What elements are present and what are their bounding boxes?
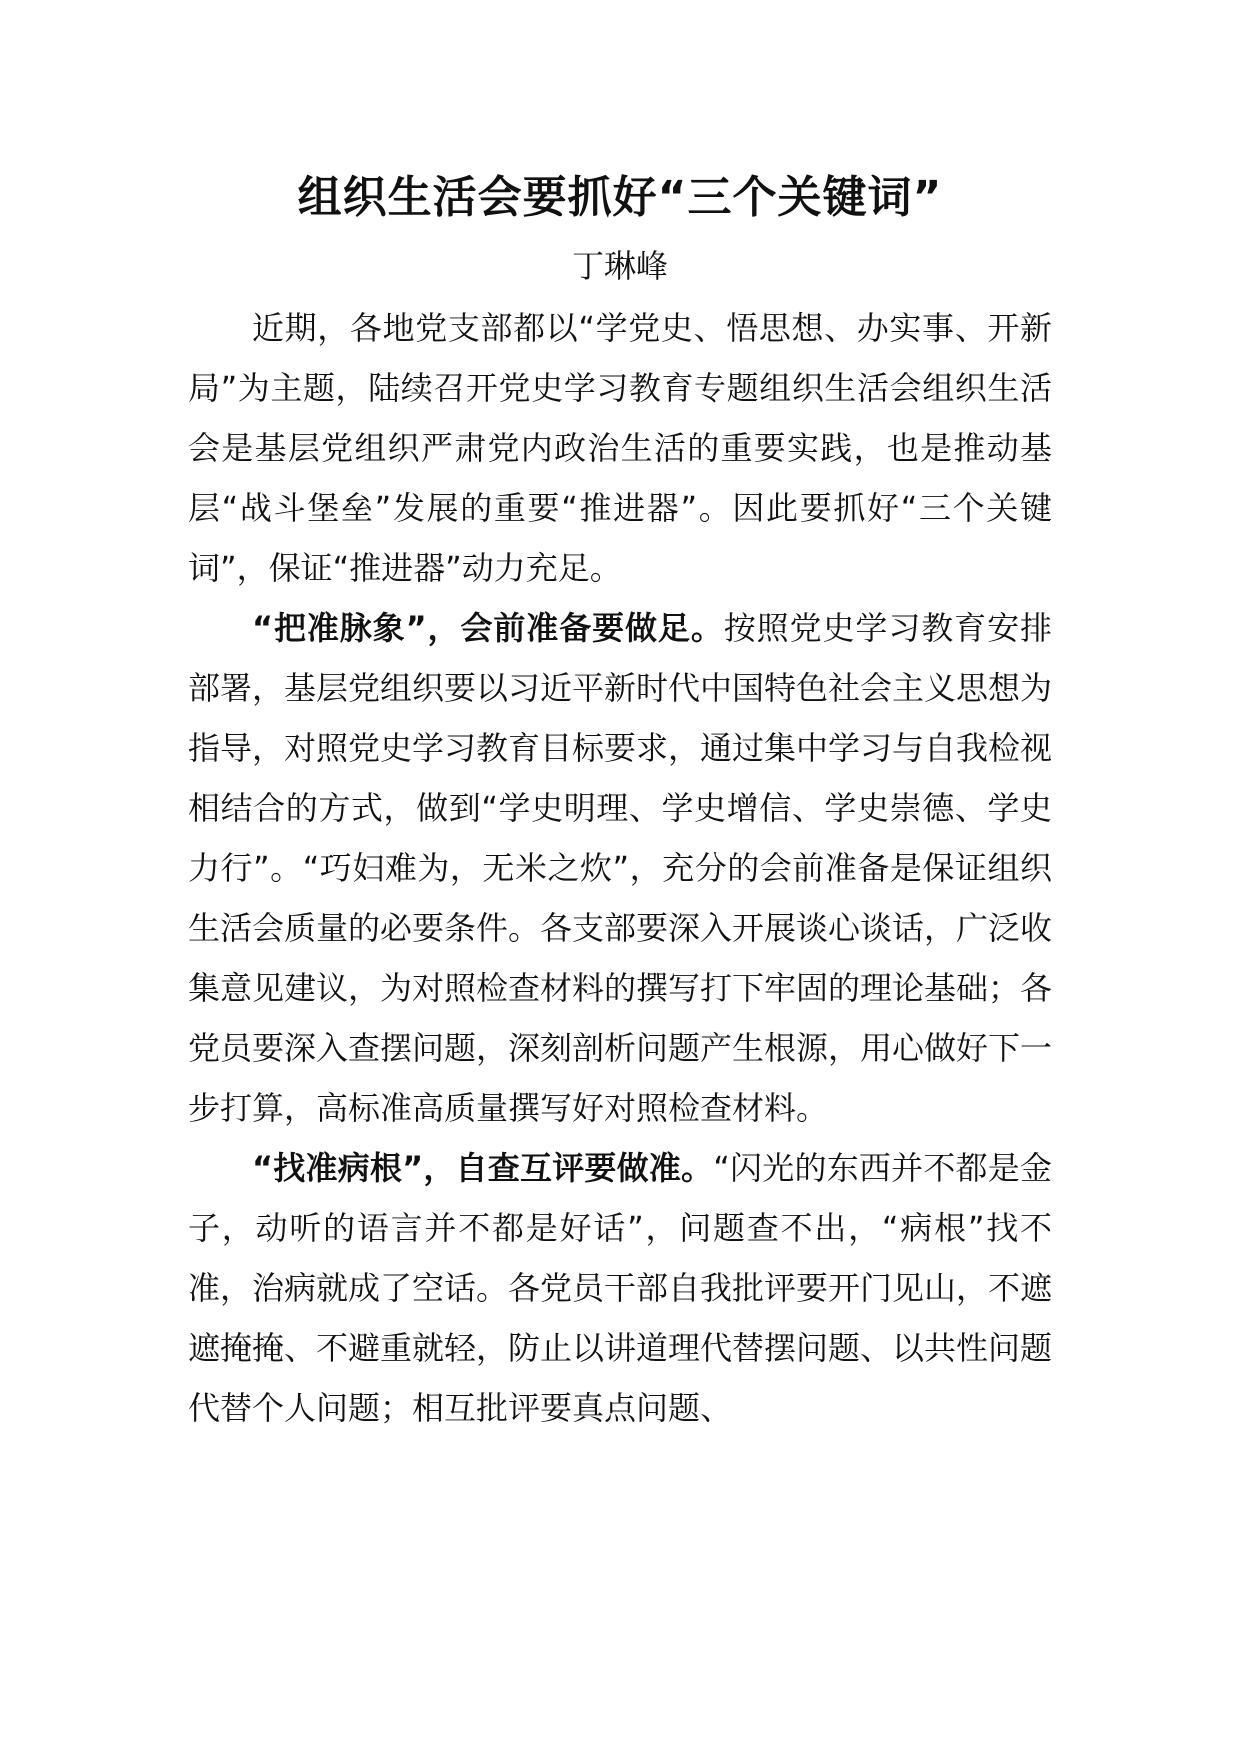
section-2-heading: “找准病根”，自查互评要做准。 — [252, 1149, 714, 1187]
document-body — [188, 298, 1052, 1438]
document-author: 丁琳峰 — [571, 247, 668, 285]
paragraph-section-2 — [188, 1138, 1052, 1438]
paragraph-section-1 — [188, 598, 1052, 1138]
section-1-heading: “把准脉象”，会前准备要做足。 — [252, 609, 724, 647]
paragraph-intro-text: 近期，各地党支部都以“学党史、悟思想、办实事、开新局”为主题，陆续召开党史学习教育专题组织生活会组织生活会是基层党组织严肃党内政治生活的重要实践，也是推动基层“战斗堡垒”发展的重要“推进器”。因此要抓好“三个关键词”，保证“推进器”动力充足。 — [188, 309, 1052, 587]
document-title: 组织生活会要抓好“三个关键词” — [297, 172, 943, 223]
paragraph-section-1-text: 按照党史学习教育安排部署，基层党组织要以习近平新时代中国特色社会主义思想为指导，对照党史学习教育目标要求，通过集中学习与自我检视相结合的方式，做到“学史明理、学史增信、学史崇德、学史力行”。“巧妇难为，无米之炊”，充分的会前准备是保证组织生活会质量的必要条件。各支部要深入开展谈心谈话，广泛收集意见建议，为对照检查材料的撰写打下牢固的理论基础；各党员要深入查摆问题，深刻剖析问题产生根源，用心做好下一步打算，高标准高质量撰写好对照检查材料。 — [188, 609, 1053, 1127]
paragraph-section-2-text: “闪光的东西并不都是金子，动听的语言并不都是好话”，问题查不出，“病根”找不准，治病就成了空话。各党员干部自我批评要开门见山，不遮遮掩掩、不避重就轻，防止以讲道理代替摆问题、以共性问题代替个人问题；相互批评要真点问题、 — [188, 1149, 1053, 1427]
paragraph-intro — [188, 298, 1052, 598]
